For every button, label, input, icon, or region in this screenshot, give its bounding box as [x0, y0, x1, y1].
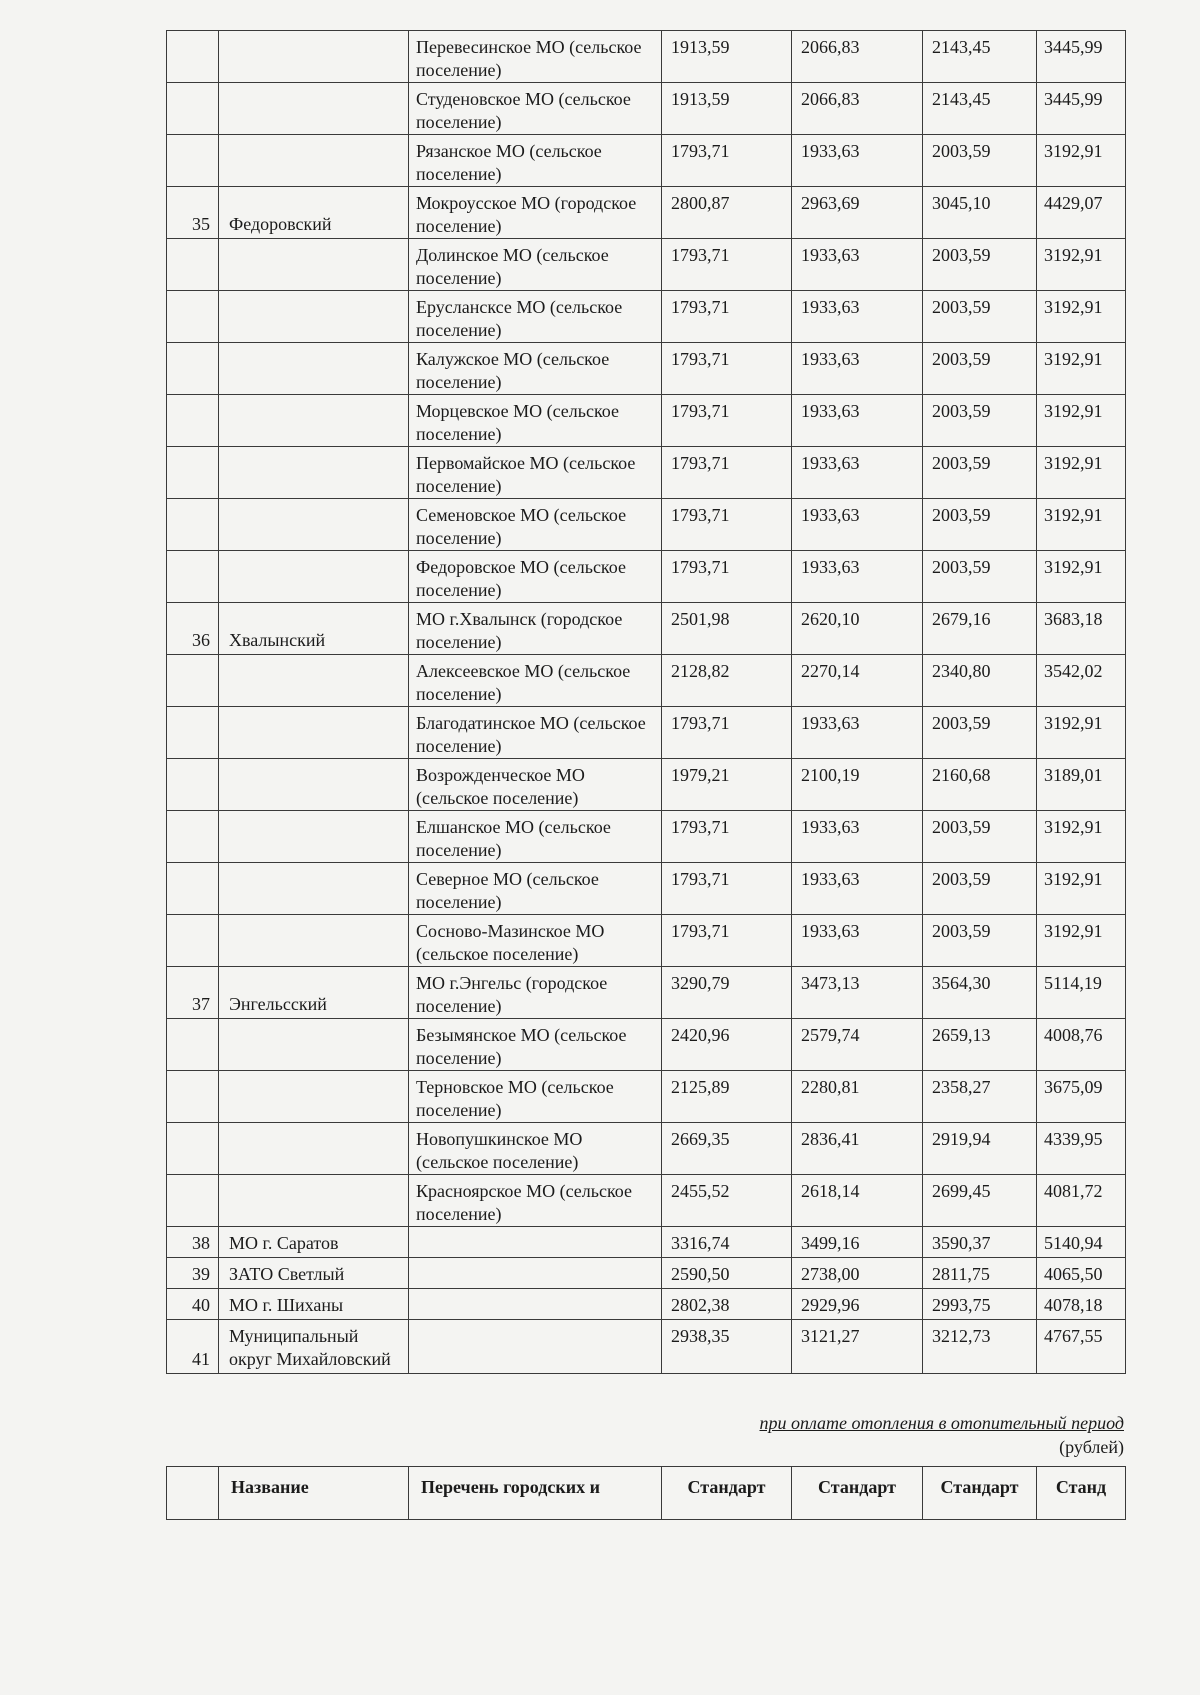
- district-name: [219, 1019, 409, 1071]
- row-number: [167, 447, 219, 499]
- municipality-name: Благодатинское МО (сельское поселение): [409, 707, 662, 759]
- standard-value-2: 1933,63: [792, 499, 923, 551]
- row-number: 36: [167, 603, 219, 655]
- standard-value-4: 3192,91: [1037, 395, 1126, 447]
- table-row: [167, 291, 1126, 343]
- standard-value-1: 1793,71: [662, 499, 792, 551]
- header-standard-3: Стандарт: [923, 1467, 1037, 1520]
- municipality-name: Безымянское МО (сельское поселение): [409, 1019, 662, 1071]
- standard-value-2: 2738,00: [792, 1258, 923, 1289]
- standard-value-3: 2003,59: [923, 135, 1037, 187]
- district-name: [219, 863, 409, 915]
- standard-value-2: 2618,14: [792, 1175, 923, 1227]
- standard-value-3: 2003,59: [923, 395, 1037, 447]
- district-name: Хвалынский: [219, 603, 409, 655]
- heating-period-note: при оплате отопления в отопительный период: [759, 1413, 1124, 1433]
- standard-value-2: 1933,63: [792, 135, 923, 187]
- table-row: [167, 447, 1126, 499]
- standard-value-3: 2143,45: [923, 83, 1037, 135]
- currency-unit-note: (рублей): [1059, 1437, 1124, 1457]
- standard-value-2: 1933,63: [792, 915, 923, 967]
- municipality-name: Новопушкинское МО (сельское поселение): [409, 1123, 662, 1175]
- district-name: [219, 343, 409, 395]
- standard-value-1: 1793,71: [662, 551, 792, 603]
- table-row: [167, 655, 1126, 707]
- standard-value-3: 2811,75: [923, 1258, 1037, 1289]
- standard-value-2: 2066,83: [792, 83, 923, 135]
- standard-value-1: 1793,71: [662, 343, 792, 395]
- standard-value-2: 1933,63: [792, 395, 923, 447]
- district-name: [219, 239, 409, 291]
- standard-value-3: 2003,59: [923, 499, 1037, 551]
- standard-value-2: 1933,63: [792, 343, 923, 395]
- table-row: [167, 395, 1126, 447]
- row-number: [167, 239, 219, 291]
- row-number: 35: [167, 187, 219, 239]
- district-name: [219, 1175, 409, 1227]
- standard-value-3: 3590,37: [923, 1227, 1037, 1258]
- standard-value-2: 2963,69: [792, 187, 923, 239]
- municipality-name: Семеновское МО (сельское поселение): [409, 499, 662, 551]
- district-name: [219, 447, 409, 499]
- table-row: [167, 1019, 1126, 1071]
- standard-value-4: 3542,02: [1037, 655, 1126, 707]
- municipality-name: МО г.Хвалынск (городское поселение): [409, 603, 662, 655]
- municipality-name: Федоровское МО (сельское поселение): [409, 551, 662, 603]
- standard-value-3: 2003,59: [923, 551, 1037, 603]
- table-row: [167, 1289, 1126, 1320]
- standard-value-3: 2003,59: [923, 447, 1037, 499]
- municipality-name: [409, 1320, 662, 1374]
- district-name: МО г. Шиханы: [219, 1289, 409, 1320]
- table-row: [167, 1320, 1126, 1374]
- row-number: [167, 551, 219, 603]
- standard-value-2: 1933,63: [792, 239, 923, 291]
- row-number: [167, 395, 219, 447]
- standard-value-2: 1933,63: [792, 707, 923, 759]
- standard-value-4: 3445,99: [1037, 83, 1126, 135]
- standard-value-3: 3045,10: [923, 187, 1037, 239]
- header-standard-4: Станд: [1037, 1467, 1126, 1520]
- municipality-name: Первомайское МО (сельское поселение): [409, 447, 662, 499]
- row-number: [167, 135, 219, 187]
- table-row: [167, 499, 1126, 551]
- standard-value-4: 3192,91: [1037, 447, 1126, 499]
- standard-value-1: 3316,74: [662, 1227, 792, 1258]
- header-num: [167, 1467, 219, 1520]
- standard-value-4: 4008,76: [1037, 1019, 1126, 1071]
- standard-value-3: 2003,59: [923, 291, 1037, 343]
- table-row: [167, 1123, 1126, 1175]
- tariff-table-body: [167, 31, 1126, 1374]
- standard-value-2: 2066,83: [792, 31, 923, 83]
- municipality-name: [409, 1258, 662, 1289]
- standard-value-1: 1793,71: [662, 863, 792, 915]
- standard-value-4: 3445,99: [1037, 31, 1126, 83]
- standard-value-1: 2800,87: [662, 187, 792, 239]
- row-number: 40: [167, 1289, 219, 1320]
- standard-value-3: 2679,16: [923, 603, 1037, 655]
- municipality-name: Алексеевское МО (сельское поселение): [409, 655, 662, 707]
- table-row: [167, 759, 1126, 811]
- table-row: [167, 603, 1126, 655]
- standard-value-3: 3564,30: [923, 967, 1037, 1019]
- standard-value-1: 2669,35: [662, 1123, 792, 1175]
- standard-value-2: 2620,10: [792, 603, 923, 655]
- standard-value-3: 2003,59: [923, 863, 1037, 915]
- row-number: [167, 655, 219, 707]
- table-row: [167, 967, 1126, 1019]
- row-number: 37: [167, 967, 219, 1019]
- municipality-name: Студеновское МО (сельское поселение): [409, 83, 662, 135]
- header-list: Перечень городских и: [409, 1467, 662, 1520]
- standard-value-2: 1933,63: [792, 811, 923, 863]
- header-name: Название: [219, 1467, 409, 1520]
- district-name: [219, 551, 409, 603]
- standard-value-4: 3675,09: [1037, 1071, 1126, 1123]
- row-number: [167, 1071, 219, 1123]
- standard-value-1: 1793,71: [662, 447, 792, 499]
- standard-value-4: 3189,01: [1037, 759, 1126, 811]
- standard-value-1: 1793,71: [662, 239, 792, 291]
- next-table-header: [166, 1466, 1126, 1520]
- row-number: [167, 1175, 219, 1227]
- standard-value-3: 2003,59: [923, 343, 1037, 395]
- row-number: [167, 1019, 219, 1071]
- standard-value-1: 3290,79: [662, 967, 792, 1019]
- municipality-name: Северное МО (сельское поселение): [409, 863, 662, 915]
- district-name: [219, 1071, 409, 1123]
- standard-value-2: 2836,41: [792, 1123, 923, 1175]
- standard-value-1: 1913,59: [662, 31, 792, 83]
- standard-value-4: 4429,07: [1037, 187, 1126, 239]
- row-number: 41: [167, 1320, 219, 1374]
- municipality-name: Красноярское МО (сельское поселение): [409, 1175, 662, 1227]
- standard-value-2: 2579,74: [792, 1019, 923, 1071]
- standard-value-3: 2003,59: [923, 915, 1037, 967]
- standard-value-4: 3192,91: [1037, 239, 1126, 291]
- district-name: [219, 31, 409, 83]
- district-name: ЗАТО Светлый: [219, 1258, 409, 1289]
- district-name: [219, 655, 409, 707]
- municipality-name: Еруслансксе МО (сельское поселение): [409, 291, 662, 343]
- row-number: [167, 83, 219, 135]
- table-row: [167, 187, 1126, 239]
- table-row: [167, 863, 1126, 915]
- standard-value-4: 4339,95: [1037, 1123, 1126, 1175]
- standard-value-1: 1913,59: [662, 83, 792, 135]
- district-name: [219, 83, 409, 135]
- table-row: [167, 343, 1126, 395]
- municipality-name: Морцевское МО (сельское поселение): [409, 395, 662, 447]
- municipality-name: [409, 1289, 662, 1320]
- standard-value-4: 5114,19: [1037, 967, 1126, 1019]
- standard-value-4: 3192,91: [1037, 707, 1126, 759]
- standard-value-2: 1933,63: [792, 863, 923, 915]
- municipality-name: Долинское МО (сельское поселение): [409, 239, 662, 291]
- municipality-name: МО г.Энгельс (городское поселение): [409, 967, 662, 1019]
- table-row: [167, 811, 1126, 863]
- header-standard-1: Стандарт: [662, 1467, 792, 1520]
- standard-value-4: 3192,91: [1037, 811, 1126, 863]
- municipality-name: [409, 1227, 662, 1258]
- row-number: [167, 499, 219, 551]
- standard-value-4: 3683,18: [1037, 603, 1126, 655]
- standard-value-1: 2128,82: [662, 655, 792, 707]
- standard-value-3: 2993,75: [923, 1289, 1037, 1320]
- standard-value-2: 1933,63: [792, 551, 923, 603]
- district-name: [219, 759, 409, 811]
- table-row: [167, 707, 1126, 759]
- municipality-name: Елшанское МО (сельское поселение): [409, 811, 662, 863]
- district-name: [219, 395, 409, 447]
- standard-value-1: 1793,71: [662, 291, 792, 343]
- standard-value-1: 2938,35: [662, 1320, 792, 1374]
- header-row: [167, 1467, 1126, 1520]
- standard-value-2: 3473,13: [792, 967, 923, 1019]
- row-number: [167, 31, 219, 83]
- standard-value-3: 2003,59: [923, 707, 1037, 759]
- table-row: [167, 31, 1126, 83]
- standard-value-4: 5140,94: [1037, 1227, 1126, 1258]
- standard-value-2: 3121,27: [792, 1320, 923, 1374]
- standard-value-2: 3499,16: [792, 1227, 923, 1258]
- municipality-name: Возрожденческое МО (сельское поселение): [409, 759, 662, 811]
- row-number: [167, 707, 219, 759]
- standard-value-4: 3192,91: [1037, 915, 1126, 967]
- standard-value-1: 2501,98: [662, 603, 792, 655]
- row-number: [167, 759, 219, 811]
- table-row: [167, 1258, 1126, 1289]
- district-name: МО г. Саратов: [219, 1227, 409, 1258]
- standard-value-3: 2160,68: [923, 759, 1037, 811]
- standard-value-2: 2929,96: [792, 1289, 923, 1320]
- district-name: [219, 1123, 409, 1175]
- district-name: Федоровский: [219, 187, 409, 239]
- row-number: [167, 291, 219, 343]
- standard-value-2: 1933,63: [792, 291, 923, 343]
- row-number: [167, 915, 219, 967]
- municipality-name: Перевесинское МО (сельское поселение): [409, 31, 662, 83]
- row-number: [167, 811, 219, 863]
- standard-value-3: 2358,27: [923, 1071, 1037, 1123]
- standard-value-4: 3192,91: [1037, 551, 1126, 603]
- standard-value-2: 2270,14: [792, 655, 923, 707]
- standard-value-4: 4078,18: [1037, 1289, 1126, 1320]
- standard-value-3: 2003,59: [923, 811, 1037, 863]
- standard-value-4: 3192,91: [1037, 863, 1126, 915]
- district-name: [219, 915, 409, 967]
- municipality-name: Рязанское МО (сельское поселение): [409, 135, 662, 187]
- row-number: [167, 1123, 219, 1175]
- standard-value-1: 1793,71: [662, 707, 792, 759]
- standard-value-3: 2659,13: [923, 1019, 1037, 1071]
- standard-value-1: 1793,71: [662, 811, 792, 863]
- district-name: [219, 707, 409, 759]
- table-row: [167, 135, 1126, 187]
- standard-value-3: 2699,45: [923, 1175, 1037, 1227]
- standard-value-1: 1793,71: [662, 915, 792, 967]
- standard-value-3: 2003,59: [923, 239, 1037, 291]
- standard-value-4: 3192,91: [1037, 291, 1126, 343]
- standard-value-1: 1793,71: [662, 395, 792, 447]
- municipality-name: Калужское МО (сельское поселение): [409, 343, 662, 395]
- district-name: [219, 135, 409, 187]
- municipality-name: Терновское МО (сельское поселение): [409, 1071, 662, 1123]
- standard-value-3: 2340,80: [923, 655, 1037, 707]
- table-row: [167, 915, 1126, 967]
- standard-value-1: 2420,96: [662, 1019, 792, 1071]
- table-row: [167, 239, 1126, 291]
- standard-value-4: 3192,91: [1037, 135, 1126, 187]
- district-name: [219, 291, 409, 343]
- standard-value-4: 4767,55: [1037, 1320, 1126, 1374]
- standard-value-2: 2280,81: [792, 1071, 923, 1123]
- standard-value-3: 2143,45: [923, 31, 1037, 83]
- standard-value-1: 1793,71: [662, 135, 792, 187]
- standard-value-2: 1933,63: [792, 447, 923, 499]
- standard-value-1: 1979,21: [662, 759, 792, 811]
- table-row: [167, 1175, 1126, 1227]
- header-standard-2: Стандарт: [792, 1467, 923, 1520]
- district-name: [219, 499, 409, 551]
- standard-value-4: 4065,50: [1037, 1258, 1126, 1289]
- standard-value-3: 2919,94: [923, 1123, 1037, 1175]
- standard-value-4: 4081,72: [1037, 1175, 1126, 1227]
- table-row: [167, 83, 1126, 135]
- municipality-name: Сосново-Мазинское МО (сельское поселение): [409, 915, 662, 967]
- row-number: 38: [167, 1227, 219, 1258]
- row-number: [167, 343, 219, 395]
- table-row: [167, 1071, 1126, 1123]
- district-name: Муниципальный округ Михайловский: [219, 1320, 409, 1374]
- standard-value-1: 2125,89: [662, 1071, 792, 1123]
- district-name: [219, 811, 409, 863]
- standard-value-3: 3212,73: [923, 1320, 1037, 1374]
- standard-value-1: 2802,38: [662, 1289, 792, 1320]
- row-number: [167, 863, 219, 915]
- municipality-name: Мокроусское МО (городское поселение): [409, 187, 662, 239]
- standard-value-2: 2100,19: [792, 759, 923, 811]
- standard-value-1: 2590,50: [662, 1258, 792, 1289]
- standard-value-4: 3192,91: [1037, 343, 1126, 395]
- standard-value-1: 2455,52: [662, 1175, 792, 1227]
- row-number: 39: [167, 1258, 219, 1289]
- tariff-table: [166, 30, 1126, 1374]
- table-row: [167, 551, 1126, 603]
- table-row: [167, 1227, 1126, 1258]
- standard-value-4: 3192,91: [1037, 499, 1126, 551]
- district-name: Энгельсский: [219, 967, 409, 1019]
